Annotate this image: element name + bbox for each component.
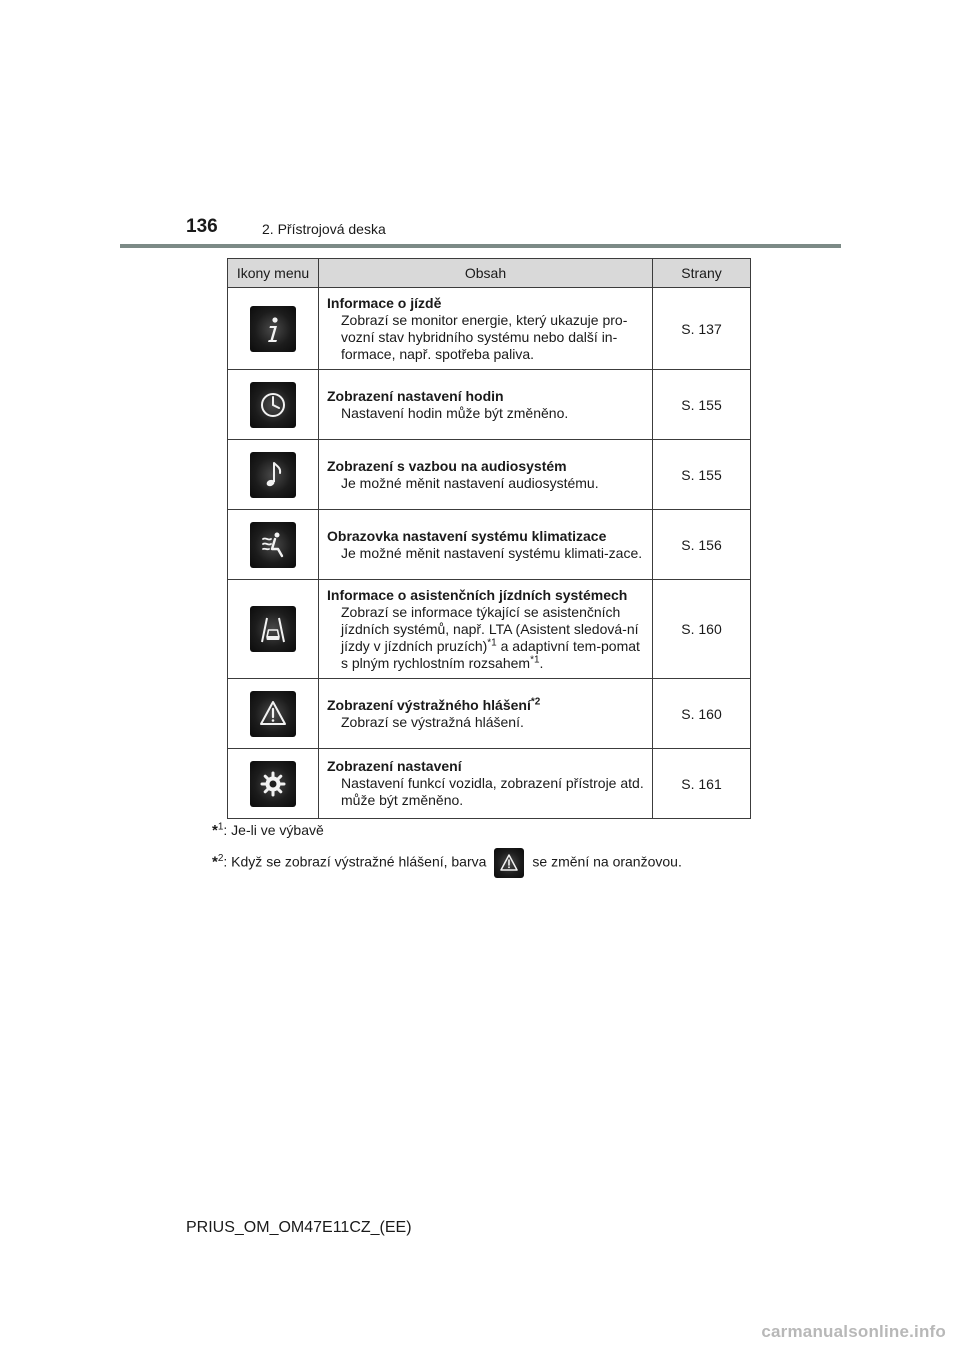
content-cell [319, 580, 653, 679]
footnote-ref: *2 [530, 695, 541, 707]
content-cell [319, 288, 653, 370]
table-row [228, 749, 751, 819]
section-title: 2. Přístrojová deska [262, 221, 386, 237]
item-description [327, 604, 646, 672]
table-row [228, 288, 751, 370]
watermark: carmanualsonline.info [761, 1322, 946, 1341]
header-rule [120, 244, 841, 248]
table-row [228, 510, 751, 580]
item-description: Zobrazí se monitor energie, který ukazuje pro-vozní stav hybridního systému nebo další in-formace, např. spotřeba paliva. [341, 311, 628, 362]
page-reference: S. 160 [653, 679, 751, 749]
table-row [228, 580, 751, 679]
footnote-number: 1 [217, 821, 224, 833]
page-reference: S. 160 [653, 580, 751, 679]
footnote-star: * [212, 853, 218, 871]
table-row [228, 370, 751, 440]
item-title-text: Zobrazení výstražného hlášení [327, 696, 531, 713]
icon-cell [228, 510, 319, 580]
desc-part: Zobrazí se informace týkající se asistenčních jízdních systémů, např. LTA (Asistent sledová-ní jízdy v jízdních pruzích) [341, 603, 639, 654]
music-note-icon [250, 452, 296, 498]
footnote-number: 2 [217, 853, 224, 865]
column-header-pages: Strany [653, 259, 751, 288]
page-reference: S. 156 [653, 510, 751, 580]
icon-cell [228, 288, 319, 370]
page-reference: S. 161 [653, 749, 751, 819]
footnote-text: : Je-li ve výbavě [223, 822, 324, 838]
table-row [228, 440, 751, 510]
icon-cell [228, 679, 319, 749]
table-row [228, 679, 751, 749]
item-title: Zobrazení s vazbou na audiosystém [327, 457, 567, 474]
icon-cell [228, 370, 319, 440]
item-description: Je možné měnit nastavení audiosystému. [341, 474, 599, 491]
content-cell [319, 510, 653, 580]
warning-icon [494, 848, 524, 878]
warning-icon [250, 691, 296, 737]
item-description: Nastavení hodin může být změněno. [341, 404, 569, 421]
item-title [327, 697, 646, 714]
footnote-star: * [212, 822, 218, 839]
driving-assist-icon [250, 606, 296, 652]
content-cell [319, 370, 653, 440]
gear-icon [250, 761, 296, 807]
icon-cell [228, 749, 319, 819]
document-code: PRIUS_OM_OM47E11CZ_(EE) [186, 1219, 412, 1236]
content-cell [319, 749, 653, 819]
desc-part: a adaptivní tem-pomat s plným rychlostním rozsahem [341, 637, 640, 671]
page-reference: S. 155 [653, 440, 751, 510]
page-reference: S. 155 [653, 370, 751, 440]
item-description: Nastavení funkcí vozidla, zobrazení přístroje atd. může být změněno. [341, 775, 644, 808]
item-description: Je možné měnit nastavení systému klimati-zace. [341, 544, 643, 561]
footnote-2 [212, 848, 682, 878]
icon-cell [228, 580, 319, 679]
content-cell [319, 440, 653, 510]
footnote-text: : Když se zobrazí výstražné hlášení, barva [223, 853, 487, 870]
item-description: Zobrazí se výstražná hlášení. [341, 713, 524, 730]
footnote-1 [212, 822, 324, 839]
menu-icons-table [227, 258, 751, 819]
item-title: Zobrazení nastavení hodin [327, 387, 504, 404]
icon-cell [228, 440, 319, 510]
item-title: Zobrazení nastavení [327, 758, 462, 774]
column-header-icons: Ikony menu [228, 259, 319, 288]
item-title: Informace o asistenčních jízdních systémech [327, 586, 628, 603]
footnote-text: se změní na oranžovou. [532, 853, 682, 870]
footnote-ref: *1 [487, 636, 497, 648]
climate-icon [250, 522, 296, 568]
page-reference: S. 137 [653, 288, 751, 370]
item-title: Obrazovka nastavení systému klimatizace [327, 527, 607, 544]
desc-part: . [539, 654, 544, 671]
column-header-content: Obsah [319, 259, 653, 288]
content-cell [319, 679, 653, 749]
footnote-ref: *1 [530, 653, 540, 665]
clock-icon [250, 382, 296, 428]
table-header-row [228, 259, 751, 288]
page-number: 136 [186, 216, 218, 237]
item-title: Informace o jízdě [327, 294, 442, 311]
info-icon [250, 306, 296, 352]
